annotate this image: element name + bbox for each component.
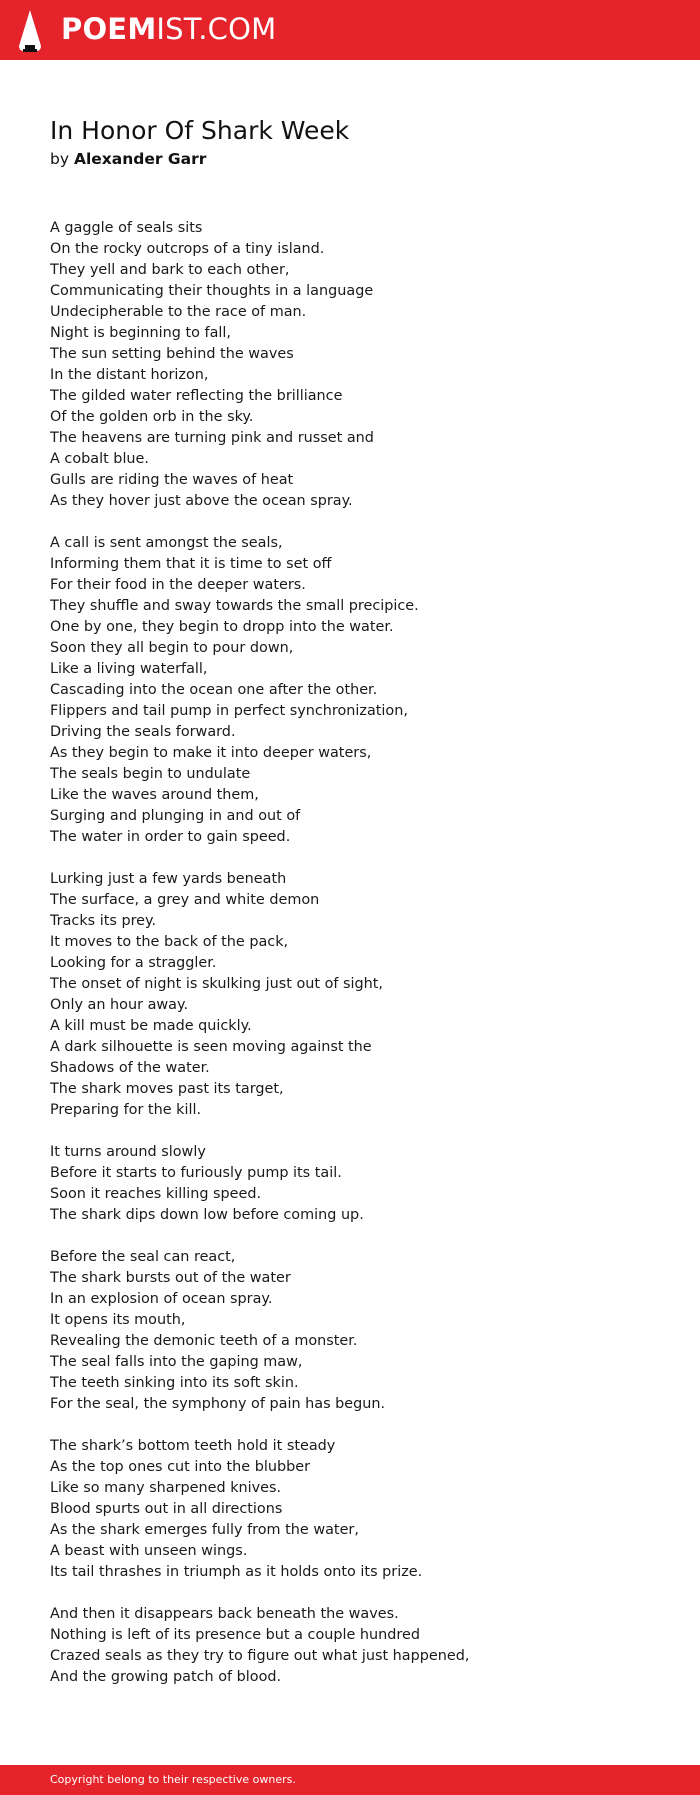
poem-line: The seals begin to undulate (50, 766, 251, 782)
poem-line: Before the seal can react, (50, 1249, 236, 1265)
stanza (50, 1604, 670, 1688)
poem-line: Like a living waterfall, (50, 661, 208, 677)
poem-line: Like the waves around them, (50, 787, 259, 803)
poem-line: Its tail thrashes in triumph as it holds onto its prize. (50, 1564, 423, 1580)
poem-line: A beast with unseen wings. (50, 1543, 248, 1559)
poem-line: Informing them that it is time to set off (50, 556, 332, 572)
poem-line: Only an hour away. (50, 997, 189, 1013)
stanza (50, 1436, 670, 1583)
poem-line: As the shark emerges fully from the water, (50, 1522, 359, 1538)
poem-line: In an explosion of ocean spray. (50, 1291, 273, 1307)
poem-line: Lurking just a few yards beneath (50, 871, 287, 887)
poem-line: The heavens are turning pink and russet and (50, 430, 374, 446)
poem-line: The surface, a grey and white demon (50, 892, 320, 908)
poem-line: As they hover just above the ocean spray. (50, 493, 353, 509)
poem-line: Blood spurts out in all directions (50, 1501, 283, 1517)
logo-text-light: IST.COM (156, 12, 277, 46)
poem-line: They shuffle and sway towards the small precipice. (50, 598, 419, 614)
poem-line: One by one, they begin to dropp into the water. (50, 619, 394, 635)
poem-line: Before it starts to furiously pump its tail. (50, 1165, 342, 1181)
quill-pen-icon[interactable] (17, 9, 43, 53)
poem-line: As they begin to make it into deeper waters, (50, 745, 372, 761)
site-header (0, 0, 700, 60)
poem-line: As the top ones cut into the blubber (50, 1459, 310, 1475)
poem-line: Soon it reaches killing speed. (50, 1186, 262, 1202)
poem-line: Tracks its prey. (50, 913, 157, 929)
poem-line: Night is beginning to fall, (50, 325, 231, 341)
copyright-notice: Copyright belong to their respective owners. (50, 1773, 296, 1786)
poem-line: The teeth sinking into its soft skin. (50, 1375, 299, 1391)
poem-line: The gilded water reflecting the brilliance (50, 388, 343, 404)
poem-line: They yell and bark to each other, (50, 262, 290, 278)
poem-line: And the growing patch of blood. (50, 1669, 282, 1685)
poem-line: The onset of night is skulking just out of sight, (50, 976, 383, 992)
poem-line: Preparing for the kill. (50, 1102, 202, 1118)
stanza (50, 1142, 670, 1226)
logo-text-bold: POEM (61, 12, 157, 46)
poem-line: Flippers and tail pump in perfect synchronization, (50, 703, 408, 719)
stanza (50, 533, 670, 848)
poem-line: The shark moves past its target, (50, 1081, 284, 1097)
poem-line: A cobalt blue. (50, 451, 149, 467)
poem-line: The shark’s bottom teeth hold it steady (50, 1438, 336, 1454)
poem-line: Nothing is left of its presence but a couple hundred (50, 1627, 421, 1643)
poem-line: The water in order to gain speed. (50, 829, 291, 845)
poem-line: A kill must be made quickly. (50, 1018, 252, 1034)
poem-line: Cascading into the ocean one after the other. (50, 682, 378, 698)
poem-line: Crazed seals as they try to figure out what just happened, (50, 1648, 470, 1664)
author-name: Alexander Garr (73, 150, 207, 168)
poem-line: It turns around slowly (50, 1144, 206, 1160)
site-footer (0, 1765, 700, 1795)
poem-line: For their food in the deeper waters. (50, 577, 306, 593)
poem-line: Like so many sharpened knives. (50, 1480, 282, 1496)
poem-body (50, 218, 670, 1709)
poem-line: Surging and plunging in and out of (50, 808, 301, 824)
poem-line: The shark bursts out of the water (50, 1270, 291, 1286)
stanza (50, 869, 670, 1121)
poem-title: In Honor Of Shark Week (50, 116, 350, 145)
poem-line: In the distant horizon, (50, 367, 209, 383)
poem-line: Shadows of the water. (50, 1060, 210, 1076)
poem-line: The shark dips down low before coming up. (50, 1207, 364, 1223)
poem-line: Looking for a straggler. (50, 955, 217, 971)
poem-line: Gulls are riding the waves of heat (50, 472, 294, 488)
poem-line: Driving the seals forward. (50, 724, 236, 740)
poem-line: It moves to the back of the pack, (50, 934, 289, 950)
poem-line: The seal falls into the gaping maw, (50, 1354, 303, 1370)
poem-line: A gaggle of seals sits (50, 220, 203, 236)
poem-line: A call is sent amongst the seals, (50, 535, 283, 551)
poem-line: On the rocky outcrops of a tiny island. (50, 241, 325, 257)
by-label: by (50, 150, 70, 168)
byline (50, 147, 206, 171)
poem-line: A dark silhouette is seen moving against the (50, 1039, 372, 1055)
poem-line: Soon they all begin to pour down, (50, 640, 294, 656)
site-logo[interactable] (61, 11, 276, 47)
poem-line: Revealing the demonic teeth of a monster. (50, 1333, 358, 1349)
poem-line: The sun setting behind the waves (50, 346, 294, 362)
stanza (50, 218, 670, 512)
stanza (50, 1247, 670, 1415)
poem-line: Of the golden orb in the sky. (50, 409, 254, 425)
poem-line: For the seal, the symphony of pain has begun. (50, 1396, 386, 1412)
poem-line: It opens its mouth, (50, 1312, 186, 1328)
poem-line: And then it disappears back beneath the waves. (50, 1606, 399, 1622)
poem-line: Communicating their thoughts in a language (50, 283, 374, 299)
poem-line: Undecipherable to the race of man. (50, 304, 307, 320)
